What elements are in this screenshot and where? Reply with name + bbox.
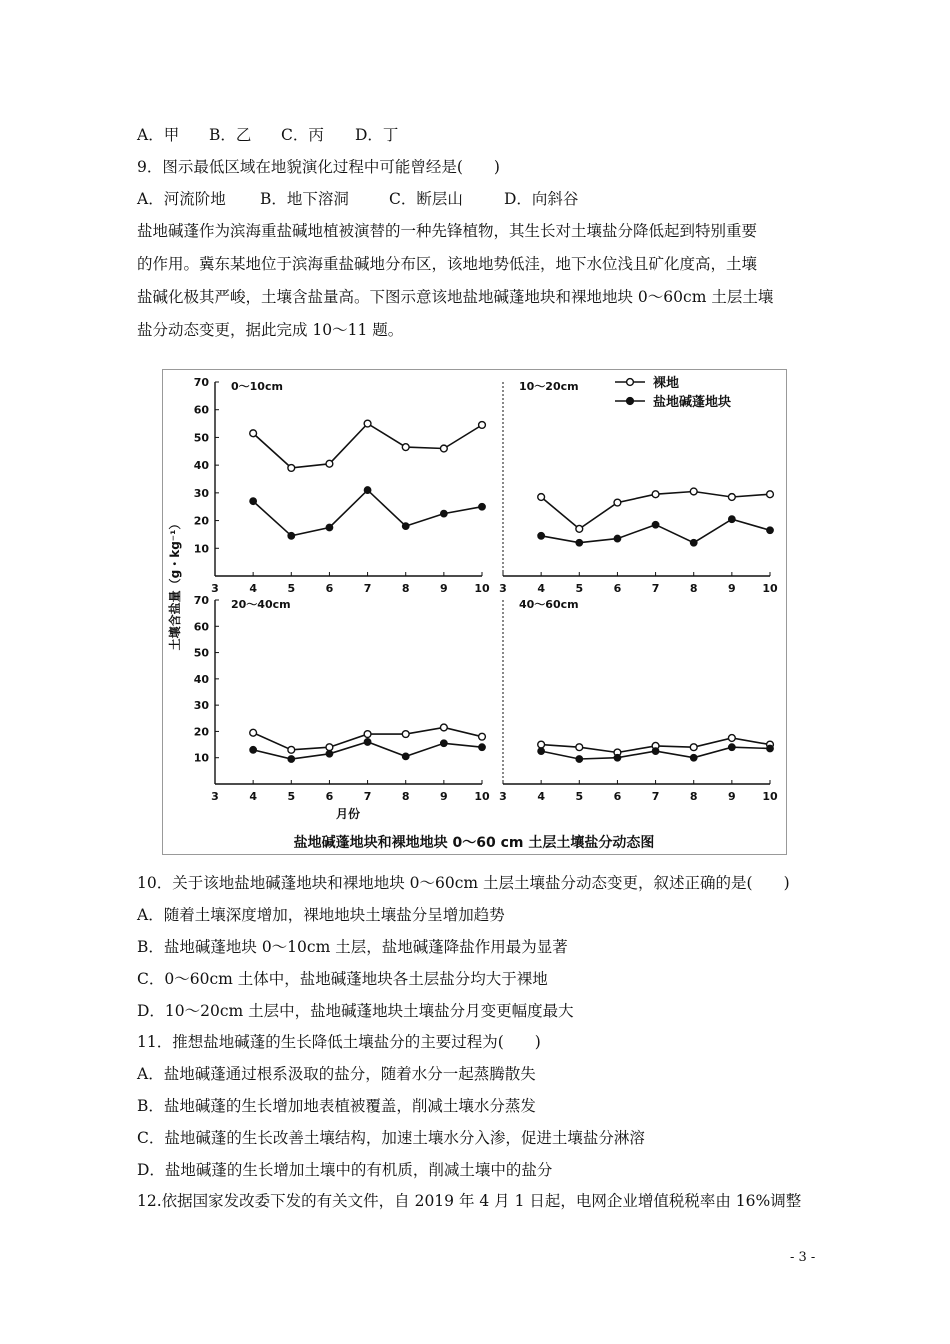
panel-1-series-0-point	[614, 499, 621, 506]
panel-0-x-tick-label: 3	[211, 582, 219, 595]
q8-option-a: A．甲	[137, 126, 180, 144]
panel-3-series-1-point	[614, 755, 620, 761]
panel-2-x-tick-label: 7	[363, 790, 372, 803]
panel-0-x-tick-label: 6	[325, 582, 334, 595]
panel-2-series-0-point	[364, 731, 371, 738]
panel-3-series-1-point	[538, 748, 544, 754]
panel-2-y-tick-label: 70	[193, 594, 209, 607]
panel-0-x-tick-label: 4	[249, 582, 257, 595]
panel-0-series-1-point	[479, 504, 485, 510]
panel-2-y-tick-label: 60	[193, 620, 209, 634]
panel-3-series-1-point	[767, 745, 773, 751]
panel-1-series-0-point	[652, 491, 659, 498]
panel-0-x-tick-label: 5	[287, 582, 296, 595]
panel-3-x-tick-label: 7	[651, 790, 660, 803]
panel-2-x-tick-label: 5	[287, 790, 296, 803]
panel-3-series-1-point	[691, 755, 697, 761]
panel-0-series-0-point	[250, 430, 257, 437]
panel-0-y-tick-label: 10	[193, 542, 209, 556]
panel-0-y-tick-label: 30	[193, 486, 209, 500]
panel-3-series-1-point	[652, 748, 658, 754]
panel-0-x-tick-label: 10	[474, 582, 490, 595]
panel-1-series-1-point	[614, 535, 620, 541]
panel-2-series-1-point	[403, 753, 409, 759]
panel-0-y-tick-label: 40	[193, 459, 209, 473]
panel-3-series-0-point	[690, 744, 697, 751]
q8-option-c: C．丙	[281, 126, 324, 144]
panel-2-depth-label: 20～40cm	[231, 598, 291, 611]
panel-1-series-1-point	[691, 540, 697, 546]
panel-2-y-tick-label: 30	[193, 699, 209, 713]
panel-2-x-tick-label: 3	[211, 790, 219, 803]
panel-0-x-tick-label: 8	[401, 582, 410, 595]
panel-1-series-0-point	[538, 494, 545, 501]
panel-0-depth-label: 0～10cm	[231, 380, 283, 393]
q10-option-a: A．随着土壤深度增加，裸地地块土壤盐分呈增加趋势	[137, 906, 505, 924]
legend-label-0: 裸地	[653, 376, 680, 391]
panel-1-series-1-point	[729, 516, 735, 522]
legend-label-1: 盐地碱蓬地块	[653, 395, 732, 410]
passage-line-2: 的作用。冀东某地位于滨海重盐碱地分布区，该地地势低洼，地下水位浅且矿化度高，土壤	[137, 255, 758, 273]
panel-1-series-0-point	[767, 491, 774, 498]
chart-svg	[163, 370, 786, 854]
panel-0-series-1-point	[250, 498, 256, 504]
panel-0-series-0-point	[364, 420, 371, 427]
panel-1-series-1-point	[538, 533, 544, 539]
panel-1-x-tick-label: 6	[613, 582, 622, 595]
q9-options	[137, 188, 578, 210]
panel-2-y-tick-label: 10	[193, 751, 209, 765]
panel-3-x-tick-label: 5	[575, 790, 584, 803]
q11-stem: 11．推想盐地碱蓬的生长降低土壤盐分的主要过程为( )	[137, 1033, 541, 1051]
panel-2-series-0-point	[326, 744, 333, 751]
passage-line-4: 盐分动态变更，据此完成 10～11 题。	[137, 321, 404, 339]
panel-1-series-1-point	[576, 540, 582, 546]
soil-salt-chart	[162, 369, 787, 855]
panel-1-series-0-point	[690, 488, 697, 495]
q9-option-b: B．地下溶洞	[260, 190, 349, 208]
panel-1-x-tick-label: 10	[762, 582, 778, 595]
panel-3-x-tick-label: 9	[728, 790, 736, 803]
q9-stem: 9．图示最低区域在地貌演化过程中可能曾经是( )	[137, 158, 500, 176]
panel-2-x-tick-label: 10	[474, 790, 490, 803]
panel-2-y-tick-label: 50	[193, 646, 209, 660]
panel-1-x-tick-label: 7	[651, 582, 660, 595]
panel-1-series-0-point	[576, 525, 583, 532]
panel-3-series-0-point	[728, 735, 735, 742]
q11-option-a: A．盐地碱蓬通过根系汲取的盐分，随着水分一起蒸腾散失	[137, 1065, 536, 1083]
q10-option-c: C．0～60cm 土体中，盐地碱蓬地块各土层盐分均大于裸地	[137, 970, 548, 988]
panel-3-x-tick-label: 3	[499, 790, 507, 803]
panel-2-x-tick-label: 6	[325, 790, 334, 803]
q10-option-d: D．10～20cm 土层中，盐地碱蓬地块土壤盐分月变更幅度最大	[137, 1002, 574, 1020]
panel-3-x-tick-label: 6	[613, 790, 622, 803]
passage-line-3: 盐碱化极其严峻，土壤含盐量高。下图示意该地盐地碱蓬地块和裸地地块 0～60cm 土层土壤	[137, 288, 774, 306]
q9-option-c: C．断层山	[389, 190, 463, 208]
panel-3-series-1-point	[729, 744, 735, 750]
panel-2-series-0-point	[402, 731, 409, 738]
legend-marker-0	[627, 379, 634, 386]
panel-3-series-0-point	[576, 744, 583, 751]
panel-0-series-1-point	[288, 533, 294, 539]
panel-2-x-tick-label: 9	[440, 790, 448, 803]
panel-2-series-1-point	[364, 739, 370, 745]
panel-0-series-1-point	[403, 523, 409, 529]
panel-1-series-0-point	[728, 494, 735, 501]
panel-1-x-tick-label: 9	[728, 582, 736, 595]
y-axis-label: 土壤含盐量（g・kg⁻¹）	[168, 517, 182, 651]
x-axis-label: 月份	[335, 807, 361, 821]
panel-2-series-1-point	[288, 756, 294, 762]
panel-1-x-tick-label: 5	[575, 582, 584, 595]
panel-1-series-1-point	[767, 527, 773, 533]
panel-3-series-0-point	[538, 741, 545, 748]
panel-0-series-1-point	[441, 510, 447, 516]
panel-3-depth-label: 40～60cm	[519, 598, 579, 611]
panel-2-series-1-point	[479, 744, 485, 750]
panel-2-series-0-point	[250, 729, 257, 736]
page-number: - 3 -	[790, 1250, 816, 1265]
q8-option-d: D．丁	[355, 126, 399, 144]
passage-line-1: 盐地碱蓬作为滨海重盐碱地植被演替的一种先锋植物，其生长对土壤盐分降低起到特别重要	[137, 222, 758, 240]
panel-2-series-1-point	[441, 740, 447, 746]
panel-0-series-0-line	[253, 424, 482, 468]
panel-1-x-tick-label: 4	[537, 582, 545, 595]
panel-2-series-1-point	[250, 747, 256, 753]
q9-option-d: D．向斜谷	[504, 190, 579, 208]
panel-1-x-tick-label: 8	[689, 582, 698, 595]
panel-2-y-tick-label: 20	[193, 725, 209, 739]
panel-0-series-0-point	[402, 444, 409, 451]
panel-3-x-tick-label: 4	[537, 790, 545, 803]
q11-option-d: D．盐地碱蓬的生长增加土壤中的有机质，削减土壤中的盐分	[137, 1161, 553, 1179]
panel-0-x-tick-label: 9	[440, 582, 448, 595]
panel-2-series-0-point	[479, 733, 486, 740]
panel-0-series-1-point	[326, 524, 332, 530]
panel-3-x-tick-label: 8	[689, 790, 698, 803]
q11-option-b: B．盐地碱蓬的生长增加地表植被覆盖，削减土壤水分蒸发	[137, 1097, 536, 1115]
panel-2-y-tick-label: 40	[193, 672, 209, 686]
panel-0-series-0-point	[326, 460, 333, 467]
panel-2-series-0-point	[288, 746, 295, 753]
panel-1-series-1-point	[652, 522, 658, 528]
q9-option-a: A．河流阶地	[137, 190, 226, 208]
panel-3-x-tick-label: 10	[762, 790, 778, 803]
panel-3-series-1-point	[576, 756, 582, 762]
q12-stem: 12.依据国家发改委下发的有关文件，自 2019 年 4 月 1 日起，电网企业增值税税率由 16%调整	[137, 1192, 802, 1210]
panel-2-x-tick-label: 4	[249, 790, 257, 803]
panel-2-series-1-point	[326, 751, 332, 757]
panel-0-series-1-point	[364, 487, 370, 493]
panel-2-series-0-point	[440, 724, 447, 731]
panel-0-y-tick-label: 60	[193, 403, 209, 417]
panel-1-depth-label: 10～20cm	[519, 380, 579, 393]
q10-stem: 10．关于该地盐地碱蓬地块和裸地地块 0～60cm 土层土壤盐分动态变更，叙述正确的是( )	[137, 874, 790, 892]
q10-option-b: B．盐地碱蓬地块 0～10cm 土层，盐地碱蓬降盐作用最为显著	[137, 938, 568, 956]
q8-option-b: B．乙	[209, 126, 252, 144]
q11-option-c: C．盐地碱蓬的生长改善土壤结构，加速土壤水分入渗，促进土壤盐分淋溶	[137, 1129, 645, 1147]
panel-0-series-0-point	[440, 445, 447, 452]
q8-options	[137, 124, 398, 146]
panel-0-y-tick-label: 20	[193, 514, 209, 528]
panel-1-x-tick-label: 3	[499, 582, 507, 595]
panel-0-y-tick-label: 70	[193, 376, 209, 389]
legend-marker-1	[627, 398, 634, 405]
panel-0-x-tick-label: 7	[363, 582, 372, 595]
panel-2-x-tick-label: 8	[401, 790, 410, 803]
chart-title: 盐地碱蓬地块和裸地地块 0～60 cm 土层土壤盐分动态图	[293, 835, 655, 851]
panel-0-y-tick-label: 50	[193, 431, 209, 445]
panel-0-series-0-point	[288, 465, 295, 472]
panel-0-series-0-point	[479, 422, 486, 429]
